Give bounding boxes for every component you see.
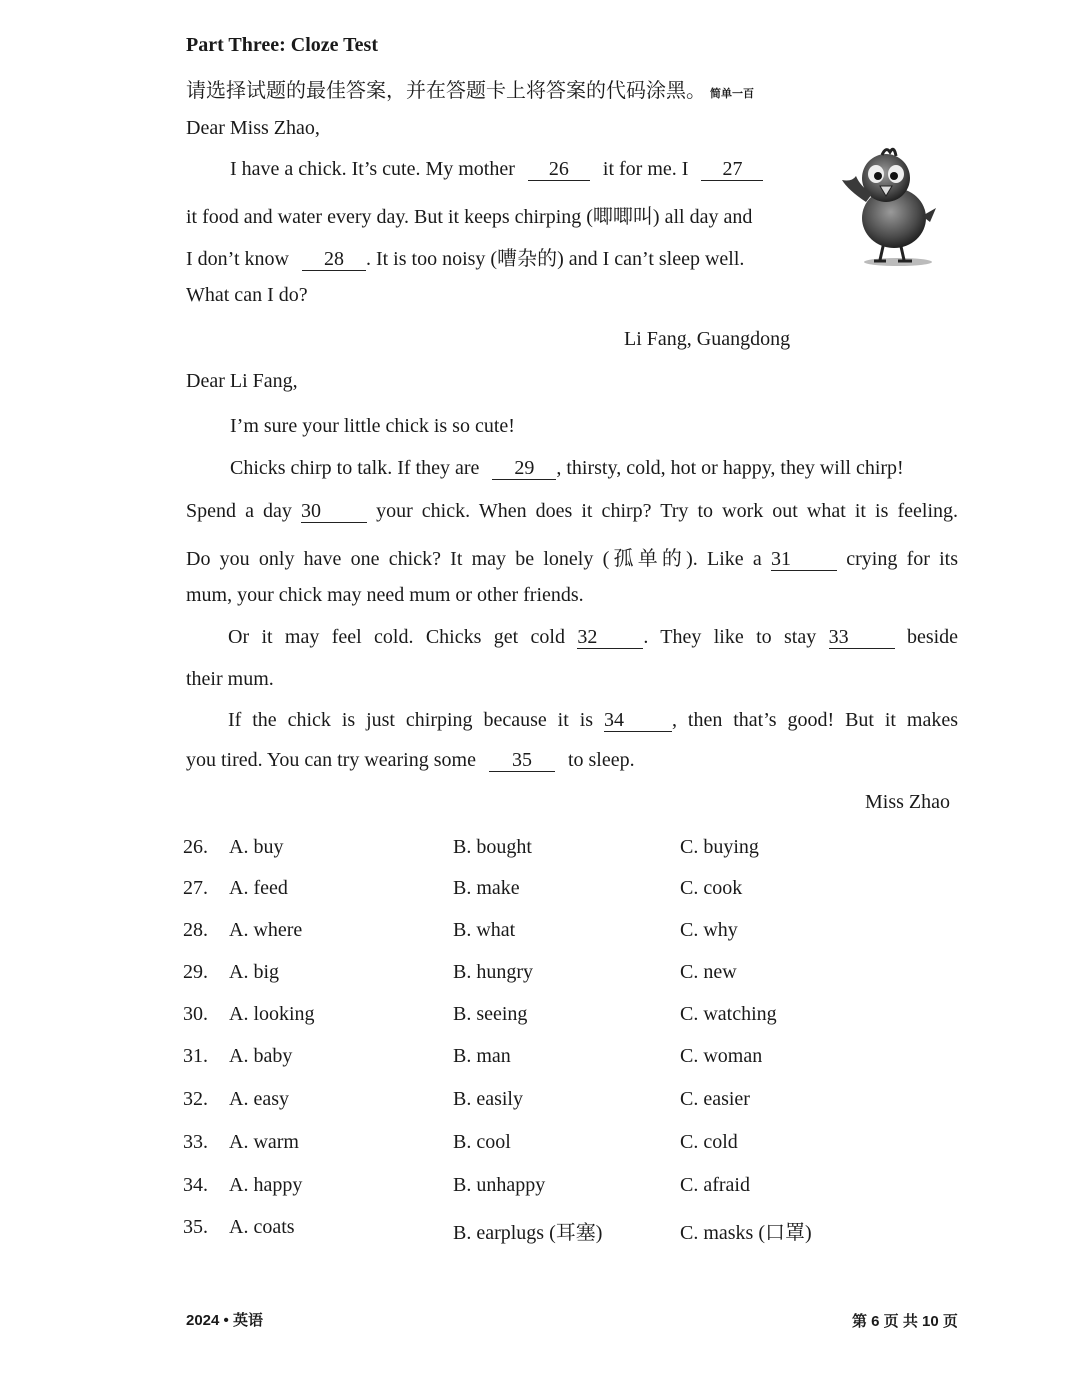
option-c: C. watching bbox=[680, 1003, 777, 1025]
option-row-27 bbox=[0, 877, 1080, 907]
text: it for me. I bbox=[602, 158, 689, 180]
blank-33: 33 bbox=[829, 627, 895, 649]
question-number: 31. bbox=[183, 1045, 208, 1067]
option-a: A. happy bbox=[229, 1174, 303, 1196]
option-c: C. easier bbox=[680, 1088, 750, 1110]
option-b: B. make bbox=[453, 877, 520, 899]
text: . They like to stay bbox=[643, 626, 817, 648]
letter2-signature: Miss Zhao bbox=[865, 791, 950, 813]
option-a: A. buy bbox=[229, 836, 284, 858]
blank-31: 31 bbox=[771, 549, 837, 571]
question-number: 34. bbox=[183, 1174, 208, 1196]
letter2-line-6 bbox=[228, 626, 958, 649]
text: Or it may feel cold. Chicks get cold bbox=[228, 626, 565, 648]
letter2-line-5: mum, your chick may need mum or other friends. bbox=[186, 584, 584, 606]
letter1-signature: Li Fang, Guangdong bbox=[624, 328, 791, 350]
letter2-line-8 bbox=[228, 709, 958, 732]
option-b: B. easily bbox=[453, 1088, 523, 1110]
question-number: 33. bbox=[183, 1131, 208, 1153]
option-c: C. cold bbox=[680, 1131, 738, 1153]
text: to sleep. bbox=[567, 749, 635, 771]
letter1-line-3 bbox=[186, 242, 744, 271]
option-a: A. feed bbox=[229, 877, 288, 899]
question-number: 30. bbox=[183, 1003, 208, 1025]
footer-left: 2024 • 英语 bbox=[186, 1312, 263, 1329]
chick-illustration bbox=[838, 146, 940, 268]
option-row-33 bbox=[0, 1131, 1080, 1161]
option-b: B. what bbox=[453, 919, 516, 941]
option-a: A. coats bbox=[229, 1216, 295, 1238]
text: , thirsty, cold, hot or happy, they will chirp! bbox=[556, 457, 904, 479]
blank-27: 27 bbox=[701, 159, 763, 181]
option-b: B. unhappy bbox=[453, 1174, 546, 1196]
blank-30: 30 bbox=[301, 501, 367, 523]
text: Do you only have one chick? It may be lonely (孤单的). Like a bbox=[186, 548, 762, 570]
option-c: C. masks (口罩) bbox=[680, 1222, 812, 1244]
text: crying for its bbox=[846, 548, 959, 570]
option-c: C. buying bbox=[680, 836, 759, 858]
option-row-30 bbox=[0, 1003, 1080, 1033]
text: beside bbox=[906, 626, 959, 648]
option-a: A. baby bbox=[229, 1045, 293, 1067]
question-number: 26. bbox=[183, 836, 208, 858]
option-b: B. earplugs (耳塞) bbox=[453, 1222, 603, 1244]
option-row-34 bbox=[0, 1174, 1080, 1204]
option-a: A. looking bbox=[229, 1003, 315, 1025]
letter1-line-4: What can I do? bbox=[186, 284, 308, 306]
text: . It is too noisy (嘈杂的) and I can’t sleep well. bbox=[365, 248, 745, 270]
option-row-31 bbox=[0, 1045, 1080, 1075]
letter2-line-2 bbox=[230, 457, 904, 480]
option-b: B. cool bbox=[453, 1131, 511, 1153]
option-a: A. warm bbox=[229, 1131, 299, 1153]
blank-26: 26 bbox=[528, 159, 590, 181]
question-number: 32. bbox=[183, 1088, 208, 1110]
text: you tired. You can try wearing some bbox=[186, 749, 476, 771]
footer-page-number: 第 6 页 共 10 页 bbox=[852, 1313, 958, 1330]
instruction bbox=[186, 74, 754, 103]
option-row-26 bbox=[0, 836, 1080, 866]
option-c: C. woman bbox=[680, 1045, 763, 1067]
blank-34: 34 bbox=[604, 710, 672, 732]
option-row-29 bbox=[0, 961, 1080, 991]
blank-29: 29 bbox=[492, 458, 556, 480]
option-a: A. big bbox=[229, 961, 279, 983]
letter1-line-1 bbox=[230, 158, 763, 181]
text: I don’t know bbox=[186, 248, 289, 270]
option-c: C. why bbox=[680, 919, 738, 941]
text: , then that’s good! But it makes bbox=[671, 709, 959, 731]
question-number: 35. bbox=[183, 1216, 208, 1238]
letter1-line-2: it food and water every day. But it keeps chirping (唧唧叫) all day and bbox=[186, 206, 753, 228]
part-title: Part Three: Cloze Test bbox=[186, 34, 379, 56]
option-c: C. afraid bbox=[680, 1174, 750, 1196]
letter2-line-9 bbox=[186, 749, 635, 772]
text: I have a chick. It’s cute. My mother bbox=[230, 158, 515, 180]
instruction-text: 请选择试题的最佳答案，并在答题卡上将答案的代码涂黑。 bbox=[186, 80, 706, 102]
text: If the chick is just chirping because it is bbox=[228, 709, 594, 731]
option-a: A. easy bbox=[229, 1088, 289, 1110]
blank-28: 28 bbox=[302, 249, 366, 271]
letter2-line-4 bbox=[186, 542, 958, 571]
option-c: C. new bbox=[680, 961, 737, 983]
letter2-para-1: I’m sure your little chick is so cute! bbox=[230, 415, 515, 437]
watermark-text: 简单一百 bbox=[710, 87, 754, 100]
option-a: A. where bbox=[229, 919, 303, 941]
option-row-28 bbox=[0, 919, 1080, 949]
option-row-32 bbox=[0, 1088, 1080, 1118]
letter1-greeting: Dear Miss Zhao, bbox=[186, 117, 320, 139]
text: Spend a day bbox=[186, 500, 292, 522]
option-b: B. bought bbox=[453, 836, 532, 858]
text: Chicks chirp to talk. If they are bbox=[230, 457, 480, 479]
blank-32: 32 bbox=[577, 627, 643, 649]
option-row-35 bbox=[0, 1216, 1080, 1246]
question-number: 28. bbox=[183, 919, 208, 941]
question-number: 27. bbox=[183, 877, 208, 899]
text: your chick. When does it chirp? Try to work out what it is feeling. bbox=[376, 500, 959, 522]
option-b: B. hungry bbox=[453, 961, 533, 983]
blank-35: 35 bbox=[489, 750, 555, 772]
letter2-greeting: Dear Li Fang, bbox=[186, 370, 298, 392]
option-b: B. man bbox=[453, 1045, 511, 1067]
option-b: B. seeing bbox=[453, 1003, 528, 1025]
question-number: 29. bbox=[183, 961, 208, 983]
option-c: C. cook bbox=[680, 877, 743, 899]
letter2-line-7: their mum. bbox=[186, 668, 274, 690]
letter2-line-3 bbox=[186, 500, 958, 523]
